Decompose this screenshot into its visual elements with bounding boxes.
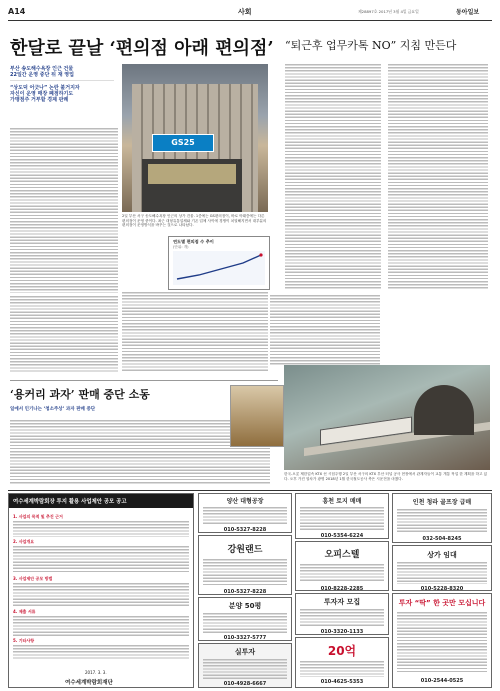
display-ad-item-text bbox=[13, 616, 189, 636]
classified-phone: 010-4928-6667 bbox=[223, 681, 267, 687]
display-ad-item: 5. 기타사항 bbox=[13, 638, 35, 643]
classified-phone: 010-3327-5777 bbox=[223, 635, 267, 641]
main-body-text-middle bbox=[122, 292, 268, 372]
classified-heading: 강원랜드 bbox=[227, 545, 263, 555]
inset-chart-unit: (단위: 개) bbox=[173, 245, 189, 249]
classified-heading: 오피스텔 bbox=[324, 550, 360, 560]
classified-heading: 20억 bbox=[327, 644, 357, 658]
storefront-light bbox=[148, 164, 236, 184]
lower-photo bbox=[230, 385, 284, 447]
lower-story-rule bbox=[10, 380, 278, 381]
right-body-text-col1 bbox=[285, 64, 381, 290]
display-ad-item-text bbox=[13, 546, 189, 574]
classified-ad bbox=[295, 593, 389, 635]
classified-heading: 투자 “딱” 한 곳만 모십니다 bbox=[398, 599, 486, 607]
page-number: A14 bbox=[8, 7, 26, 16]
deck-line: 22일간 운영 중단 뒤 재 영업 bbox=[10, 72, 74, 79]
classified-phone: 010-5327-8228 bbox=[223, 589, 267, 595]
classified-ad bbox=[198, 643, 292, 688]
classified-body bbox=[397, 562, 487, 584]
lower-deck: 일에서 인기나는 ‘청소주상’ 과자 판매 중단 bbox=[10, 407, 96, 412]
display-ad-header bbox=[9, 494, 194, 508]
display-ad bbox=[8, 493, 194, 688]
classified-body bbox=[203, 659, 287, 679]
classified-phone: 010-5327-8228 bbox=[223, 527, 267, 533]
store-sign: GS25 bbox=[152, 134, 214, 152]
display-ad-item-text bbox=[13, 583, 189, 607]
classified-phone: 010-5354-6224 bbox=[320, 533, 364, 539]
classified-body bbox=[203, 507, 287, 525]
classified-phone: 010-3320-1133 bbox=[320, 629, 364, 635]
classified-phone: 010-5228-8320 bbox=[420, 586, 464, 591]
classified-heading: 실투자 bbox=[234, 648, 256, 656]
classified-ad bbox=[198, 535, 292, 595]
classifieds-col2 bbox=[295, 493, 389, 688]
classified-body bbox=[300, 564, 384, 582]
display-ad-item: 3. 사업제안 공모 방법 bbox=[13, 576, 53, 581]
rail-photo bbox=[284, 365, 490, 470]
main-body-text-left bbox=[10, 128, 118, 293]
main-headline: 한달로 끝날 ‘편의점 아래 편의점’ bbox=[10, 38, 274, 59]
right-headline: “퇴근후 업무카톡 NO” 지침 만든다 bbox=[285, 39, 457, 52]
display-ad-items bbox=[13, 514, 189, 661]
right-body-text-col3 bbox=[270, 295, 380, 365]
inset-chart-line bbox=[173, 251, 265, 285]
display-ad-title: 여수세계박람회장 투지 활용 사업제안 공모 공고 bbox=[13, 499, 127, 505]
display-ad-org: 여수세계박람회재단 bbox=[65, 680, 113, 686]
display-ad-date: 2017. 3. 3. bbox=[85, 670, 107, 675]
issue-info: 제28897호 2017년 3월 4일 금요일 bbox=[358, 9, 419, 14]
main-deck bbox=[10, 66, 120, 103]
classified-body bbox=[397, 509, 487, 533]
deck-line: 부산 송도해수욕장 인근 건물 bbox=[10, 66, 74, 72]
classified-phone: 032-504-8245 bbox=[422, 536, 462, 542]
classified-ad bbox=[295, 637, 389, 688]
classified-phone: 010-8228-2285 bbox=[320, 586, 364, 591]
classified-body bbox=[203, 613, 287, 633]
classified-ad bbox=[198, 597, 292, 641]
right-body-text-col2 bbox=[388, 64, 488, 290]
classified-body bbox=[300, 507, 384, 531]
main-photo-caption: 2일 부산 서구 송도해수욕장 인근의 상가 건물. 1층에는 GS편의점이, 바로 아래층에는 다른 편의점이 운영 중이다. 최근 대형유통업체와 기존 업체 사이에 경쟁이 치열해지면서 대부분의 편의점이 운영방식을 바꾸는 것으로 나타났다. bbox=[122, 214, 267, 228]
section-name: 사회 bbox=[238, 8, 252, 16]
classifieds-col1 bbox=[198, 493, 292, 688]
classified-phone: 010-4625-5353 bbox=[320, 679, 364, 685]
deck-divider bbox=[10, 80, 114, 81]
classified-heading: 분양 50평 bbox=[228, 602, 262, 610]
classified-ad bbox=[392, 593, 492, 688]
deck-line: 가맹점주 거부할 경제 판례 bbox=[10, 97, 69, 103]
paper-name: 동아일보 bbox=[456, 9, 480, 16]
lower-headline: ‘용커리 과자’ 판매 중단 소동 bbox=[10, 388, 150, 401]
classified-body bbox=[300, 661, 384, 677]
classifieds-col3 bbox=[392, 493, 492, 688]
classified-heading: 투자자 모집 bbox=[323, 598, 361, 606]
classified-phone: 010-2544-0525 bbox=[420, 678, 464, 684]
classified-heading: 흥천 토지 매매 bbox=[322, 498, 362, 505]
deck-line: “상도덕 어긋나” 논란 불거지자 bbox=[10, 84, 80, 91]
classified-heading: 인천 청라 골프장 급매 bbox=[412, 499, 472, 506]
deck-line: 자신이 운영 매장 폐점하기도 bbox=[10, 90, 74, 97]
display-ad-item: 2. 사업개요 bbox=[13, 539, 35, 544]
display-ad-item: 4. 제출 서류 bbox=[13, 609, 36, 614]
classified-ad bbox=[295, 493, 389, 539]
inset-chart bbox=[168, 236, 270, 290]
classified-heading: 양산 대형공장 bbox=[226, 498, 264, 505]
masthead bbox=[8, 6, 492, 20]
classified-ad bbox=[295, 541, 389, 591]
rail-tunnel bbox=[414, 385, 474, 435]
classified-body bbox=[203, 559, 287, 585]
classified-heading: 상가 임대 bbox=[427, 551, 457, 559]
classified-ad bbox=[392, 545, 492, 591]
masthead-rule bbox=[8, 20, 492, 21]
classified-body bbox=[397, 612, 487, 674]
main-photo bbox=[122, 64, 268, 212]
display-ad-item-text bbox=[13, 645, 189, 659]
main-body-text-lower-left bbox=[10, 296, 118, 372]
classified-body bbox=[300, 609, 384, 627]
inset-chart-title: 연도별 편의점 수 추이 bbox=[173, 239, 214, 244]
display-ad-item: 1. 사업의 목적 및 추진 근거 bbox=[13, 514, 63, 519]
display-ad-item-text bbox=[13, 521, 189, 537]
rail-photo-caption: 한국-오롯 제한업속 KTX 선 시험주행 2일 부산 서구의 KTX 부산 터널 공사 현장에서 관계자들이 교통 개통 작업 한 계획을 하고 있다. 오후 가진 열차가 광명 2018년 1월 한국철도공사 측은 시운전을 마쳤다. bbox=[284, 472, 488, 481]
ads-rule bbox=[8, 490, 492, 491]
classified-ad bbox=[198, 493, 292, 533]
classified-ad bbox=[392, 493, 492, 543]
